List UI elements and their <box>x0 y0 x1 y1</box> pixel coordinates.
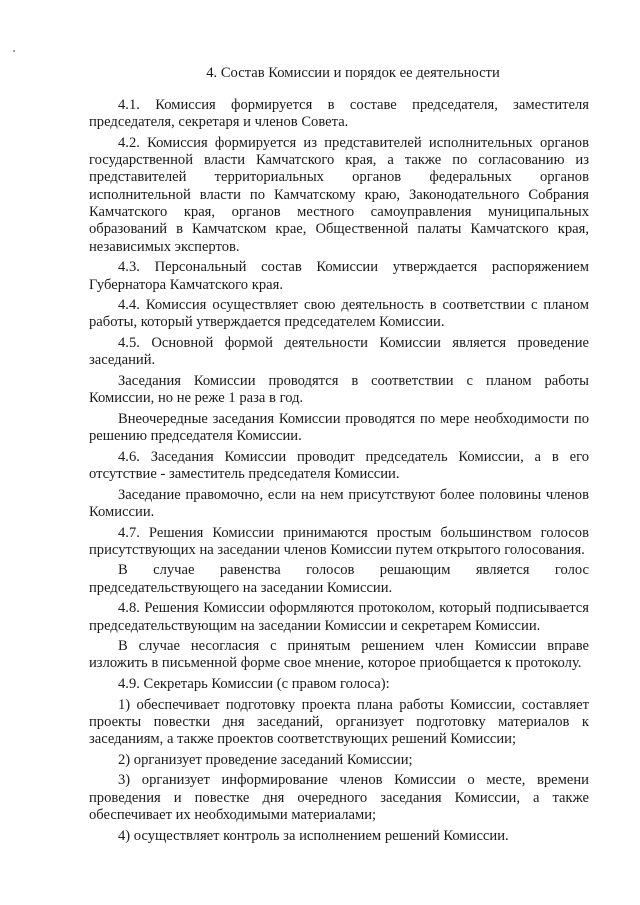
section-heading: 4. Состав Комиссии и порядок ее деятельности <box>206 65 500 81</box>
paragraph-4-5: 4.5. Основной формой деятельности Комиссии является проведение заседаний. <box>89 335 589 369</box>
paragraph-4-2: 4.2. Комиссия формируется из представителей исполнительных органов государственной власти Камчатского края, а также по согласованию из представителей территориальных органов федеральных органов исполнительной власти по Камчатскому краю, Законодательного Собрания Камчатского края, органов местного самоуправления муниципальных образований в Камчатском крае, Общественной палаты Камчатского края, независимых экспертов. <box>89 134 589 255</box>
paragraph-4-5-schedule: Заседания Комиссии проводятся в соответствии с планом работы Комиссии, но не реже 1 раза в год. <box>89 372 589 407</box>
paragraph-4-6: 4.6. Заседания Комиссии проводит председатель Комиссии, а в его отсутствие - заместитель председателя Комиссии. <box>89 448 589 483</box>
paragraph-4-7: 4.7. Решения Комиссии принимаются простым большинством голосов присутствующих на заседании членов Комиссии путем открытого голосования. <box>89 524 589 558</box>
paragraph-4-1: 4.1. Комиссия формируется в составе председателя, заместителя председателя, секретаря и членов Совета. <box>89 97 589 131</box>
paragraph-4-6-quorum: Заседание правомочно, если на нем присутствуют более половины членов Комиссии. <box>89 486 589 520</box>
document-body <box>89 97 589 848</box>
paragraph-4-9: 4.9. Секретарь Комиссии (с правом голоса): <box>118 676 390 693</box>
list-item-4: 4) осуществляет контроль за исполнением решений Комиссии. <box>118 827 509 844</box>
list-item-2: 2) организует проведение заседаний Комиссии; <box>118 751 413 768</box>
scan-speck <box>13 50 15 52</box>
list-item-3: 3) организует информирование членов Комиссии о месте, времени проведения и повестке дня очередного заседания Комиссии, а также обеспечивает их необходимыми материалами; <box>89 772 589 824</box>
paragraph-4-5-extraordinary: Внеочередные заседания Комиссии проводятся по мере необходимости по решению председателя Комиссии. <box>89 410 589 445</box>
list-item-1: 1) обеспечивает подготовку проекта плана работы Комиссии, составляет проекты повестки дня заседаний, организует подготовку материалов к заседаниям, а также проектов соответствующих решений Комиссии; <box>89 696 589 748</box>
paragraph-4-8: 4.8. Решения Комиссии оформляются протоколом, который подписывается председательствующим на заседании Комиссии и секретарем Комиссии. <box>89 600 589 634</box>
paragraph-4-8-dissent: В случае несогласия с принятым решением член Комиссии вправе изложить в письменной форме свое мнение, которое приобщается к протоколу. <box>89 638 589 672</box>
paragraph-4-4: 4.4. Комиссия осуществляет свою деятельность в соответствии с планом работы, который утверждается председателем Комиссии. <box>89 297 589 331</box>
paragraph-4-3: 4.3. Персональный состав Комиссии утверждается распоряжением Губернатора Камчатского края. <box>89 259 589 293</box>
paragraph-4-7-tie: В случае равенства голосов решающим является голос председательствующего на заседании Комиссии. <box>89 562 589 596</box>
